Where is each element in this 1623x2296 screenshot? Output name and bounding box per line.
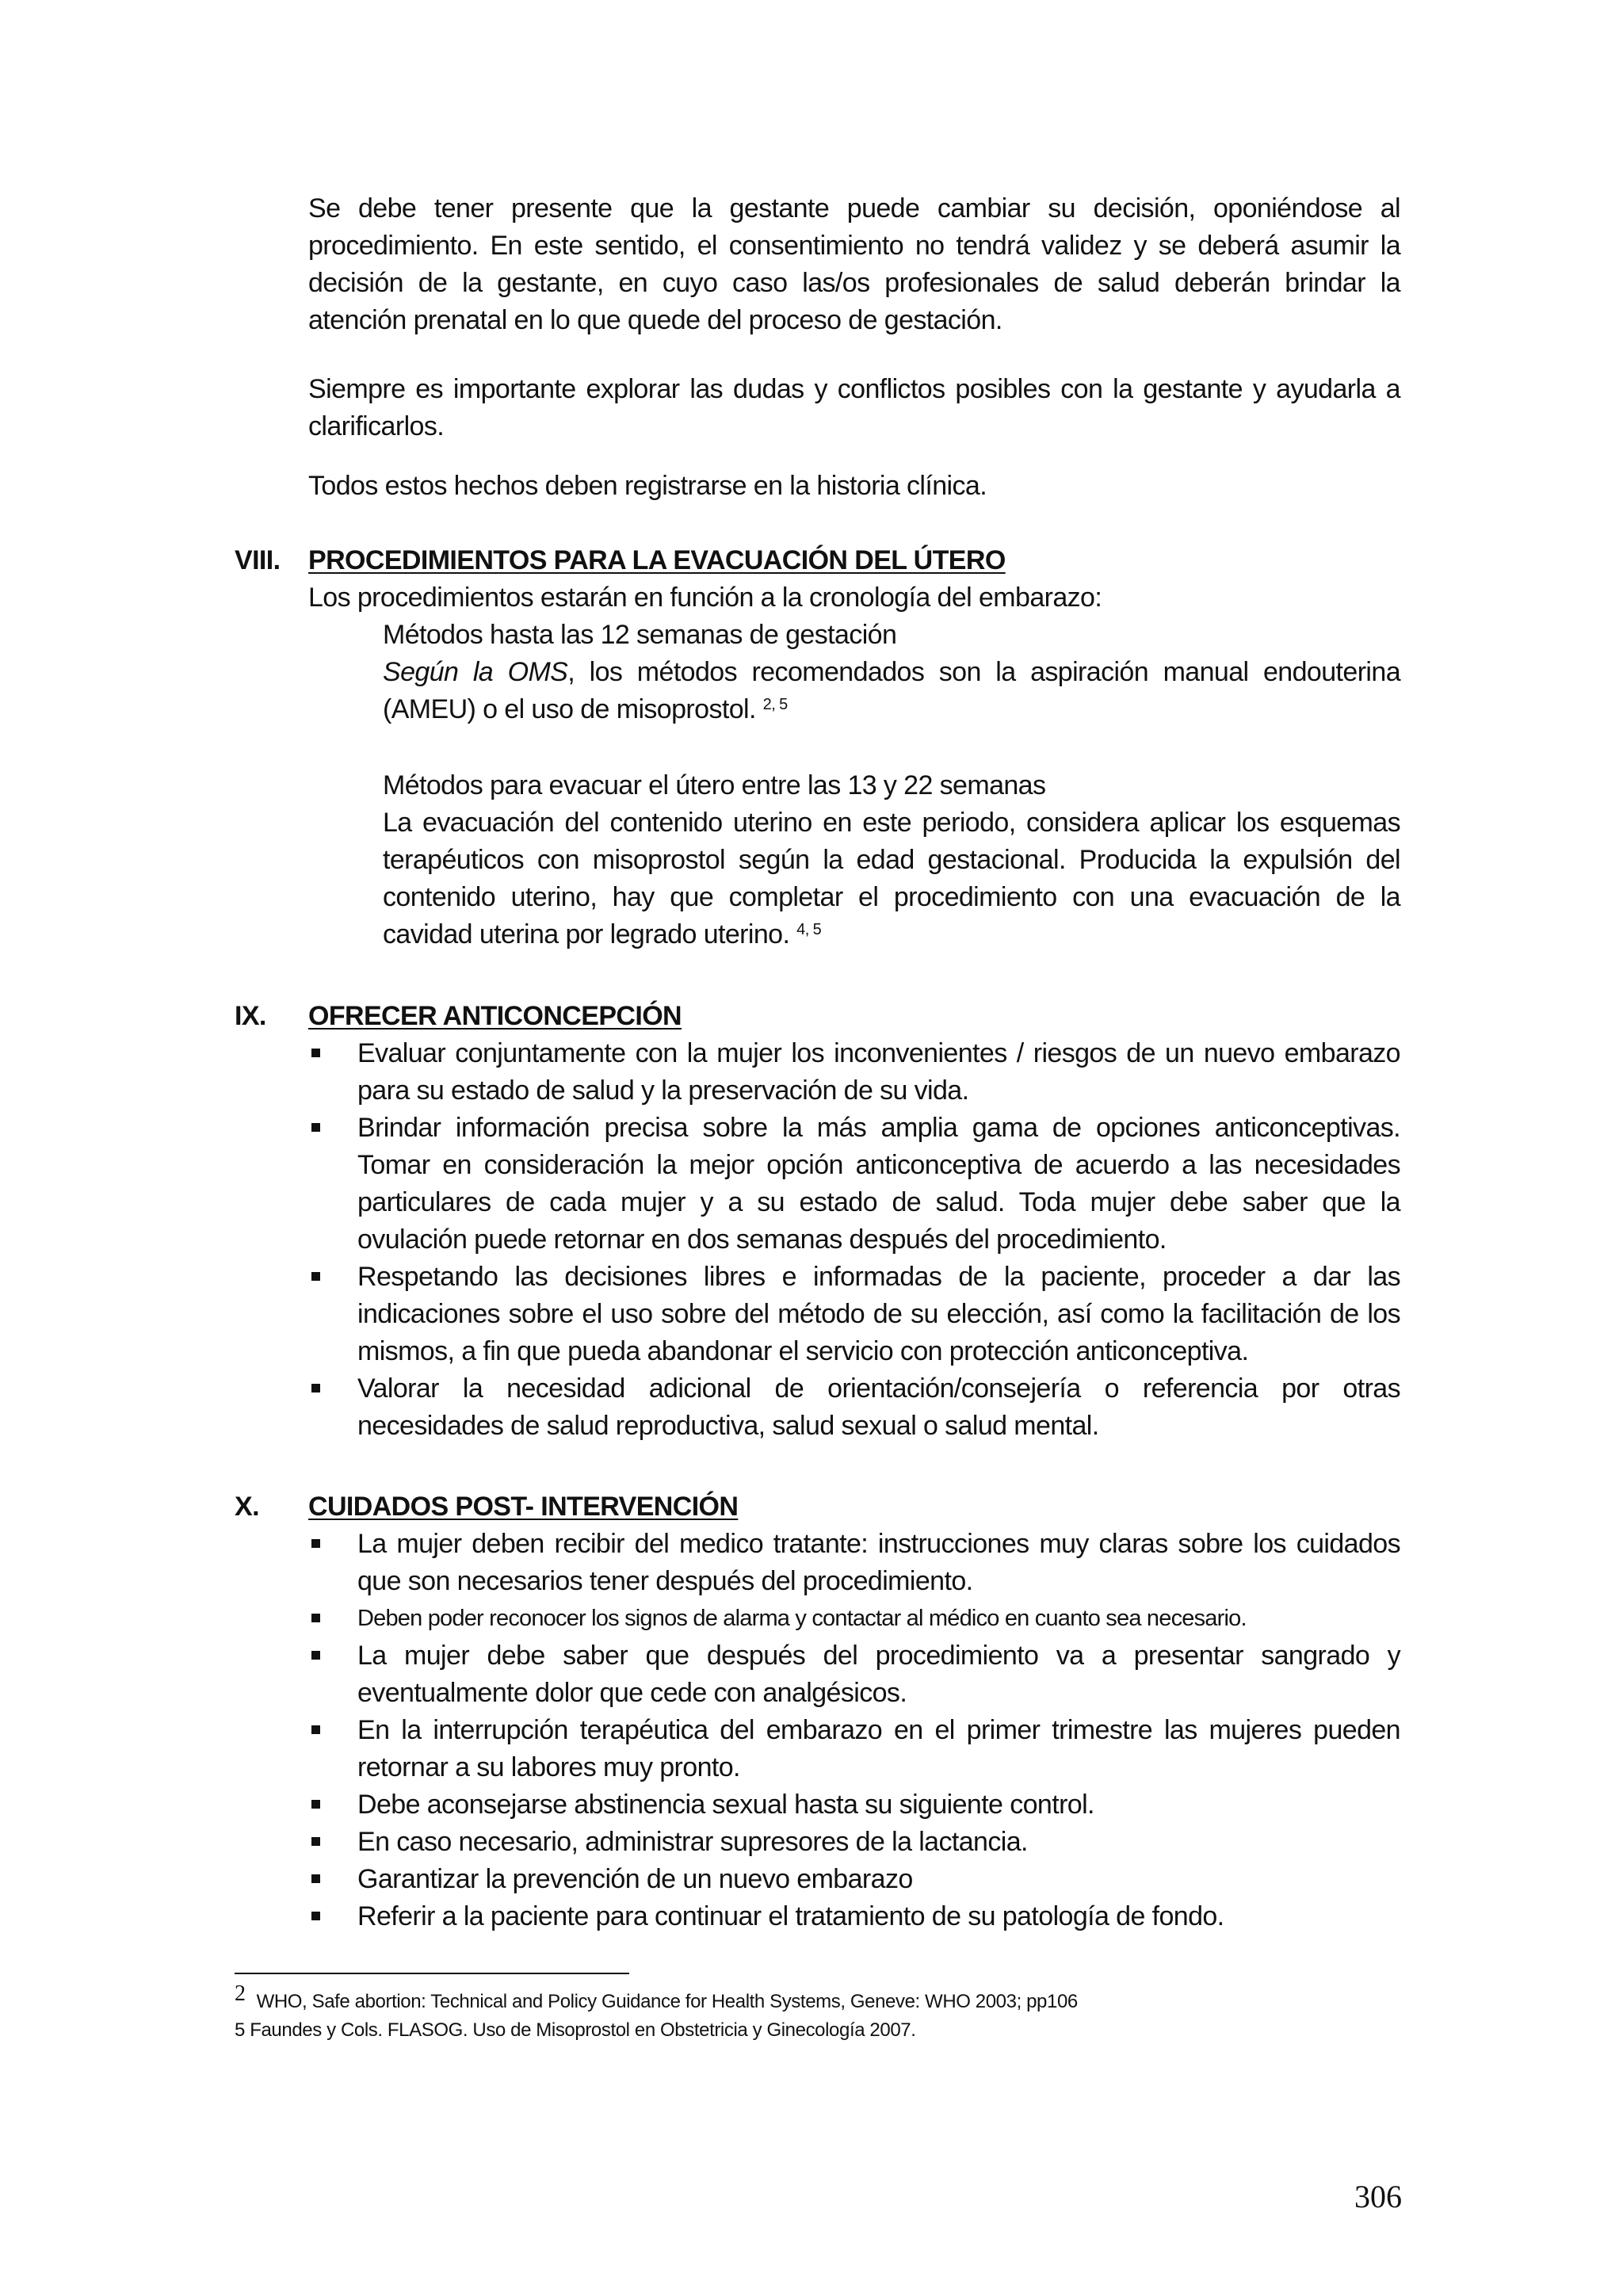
method-1-body: , los métodos recomendados son la aspiración manual endouterina (AMEU) o el uso de misoprostol. [383, 657, 1400, 724]
list-item-text: Evaluar conjuntamente con la mujer los inconvenientes / riesgos de un nuevo embarazo para su estado de salud y la preservación de su vida. [357, 1038, 1400, 1106]
list-item-text: La mujer deben recibir del medico tratante: instrucciones muy claras sobre los cuidados que son necesarios tener después del procedimiento. [357, 1529, 1400, 1596]
method-2-reference: 4, 5 [796, 921, 822, 938]
square-bullet-icon [311, 1837, 320, 1846]
method-1-text [383, 654, 1400, 728]
method-1-reference: 2, 5 [762, 696, 788, 713]
footnote-2-mark: 2 [235, 1981, 246, 2006]
list-item [308, 1712, 1400, 1786]
list-item-text: En la interrupción terapéutica del embarazo en el primer trimestre las mujeres pueden retornar a su labores muy pronto. [357, 1715, 1400, 1782]
list-item [308, 1035, 1400, 1110]
list-item [308, 1824, 1400, 1861]
list-item-text: La mujer debe saber que después del procedimiento va a presentar sangrado y eventualmente dolor que cede con analgésicos. [357, 1641, 1400, 1708]
list-item-text: Debe aconsejarse abstinencia sexual hasta su siguiente control. [357, 1790, 1094, 1820]
method-1-title: Métodos hasta las 12 semanas de gestación [383, 620, 897, 650]
footnote-separator [235, 1973, 629, 1974]
square-bullet-icon [311, 1384, 320, 1392]
section-9-list [308, 1035, 1400, 1445]
method-2-text [383, 804, 1400, 953]
section-9-number: IX. [235, 1001, 266, 1031]
section-8-title: PROCEDIMIENTOS PARA LA EVACUACIÓN DEL ÚTERO [308, 545, 1006, 575]
intro-paragraph-3 [308, 468, 1400, 505]
intro-paragraph-1 [308, 190, 1400, 339]
list-item [308, 1637, 1400, 1712]
section-8-lead [308, 579, 1400, 617]
intro-paragraph-2-text: Siempre es importante explorar las dudas y conflictos posibles con la gestante y ayudarla a clarificarlos. [308, 374, 1400, 441]
square-bullet-icon [311, 1651, 320, 1660]
square-bullet-icon [311, 1614, 320, 1622]
list-item [308, 1786, 1400, 1824]
section-8-method-1 [383, 617, 1400, 728]
square-bullet-icon [311, 1800, 320, 1809]
square-bullet-icon [311, 1874, 320, 1883]
footnote-2 [235, 1981, 1344, 2016]
list-item [308, 1526, 1400, 1600]
intro-paragraph-1-text: Se debe tener presente que la gestante puede cambiar su decisión, oponiéndose al procedimiento. En este sentido, el consentimiento no tendrá validez y se deberá asumir la decisión de la gestante, en cuyo caso las/os profesionales de salud deberán brindar la atención prenatal en lo que quede del proceso de gestación. [308, 193, 1400, 335]
intro-paragraph-2 [308, 371, 1400, 445]
list-item [308, 1898, 1400, 1935]
section-10-title: CUIDADOS POST- INTERVENCIÓN [308, 1492, 739, 1522]
section-9-title: OFRECER ANTICONCEPCIÓN [308, 1001, 682, 1031]
list-item [308, 1861, 1400, 1898]
section-8-number: VIII. [235, 545, 281, 575]
list-item [308, 1110, 1400, 1259]
list-item-text: Respetando las decisiones libres e informadas de la paciente, proceder a dar las indicaciones sobre el uso sobre del método de su elección, así como la facilitación de los mismos, a fin que pueda abandonar el servicio con protección anticonceptiva. [357, 1262, 1400, 1366]
list-item [308, 1370, 1400, 1445]
footnote-5: 5 Faundes y Cols. FLASOG. Uso de Misoprostol en Obstetricia y Ginecología 2007. [235, 2019, 916, 2041]
footnotes [235, 1981, 1344, 2045]
square-bullet-icon [311, 1272, 320, 1281]
square-bullet-icon [311, 1123, 320, 1132]
footnote-2-text: WHO, Safe abortion: Technical and Policy Guidance for Health Systems, Geneve: WHO 2003; pp106 [256, 1991, 1078, 2012]
list-item-text: Valorar la necesidad adicional de orientación/consejería o referencia por otras necesidades de salud reproductiva, salud sexual o salud mental. [357, 1373, 1400, 1441]
method-2-body: La evacuación del contenido uterino en este periodo, considera aplicar los esquemas terapéuticos con misoprostol según la edad gestacional. Producida la expulsión del contenido uterino, hay que completar el procedimiento con una evacuación de la cavidad uterina por legrado uterino. [383, 808, 1400, 949]
section-10-list [308, 1526, 1400, 1935]
section-10-number: X. [235, 1492, 259, 1522]
page-number: 306 [1354, 2179, 1402, 2214]
section-8-lead-text: Los procedimientos estarán en función a la cronología del embarazo: [308, 583, 1102, 613]
intro-paragraph-3-text: Todos estos hechos deben registrarse en la historia clínica. [308, 471, 987, 501]
list-item-text: Deben poder reconocer los signos de alarma y contactar al médico en cuanto sea necesario. [357, 1606, 1247, 1631]
list-item-text: En caso necesario, administrar supresores de la lactancia. [357, 1827, 1028, 1857]
list-item-text: Garantizar la prevención de un nuevo embarazo [357, 1864, 913, 1894]
section-8-method-2 [383, 767, 1400, 953]
list-item-text: Referir a la paciente para continuar el tratamiento de su patología de fondo. [357, 1901, 1224, 1931]
list-item [308, 1600, 1400, 1637]
method-1-italic: Según la OMS [383, 657, 568, 687]
square-bullet-icon [311, 1539, 320, 1548]
list-item [308, 1259, 1400, 1370]
square-bullet-icon [311, 1049, 320, 1057]
square-bullet-icon [311, 1725, 320, 1734]
method-2-title: Métodos para evacuar el útero entre las 13 y 22 semanas [383, 770, 1046, 800]
square-bullet-icon [311, 1912, 320, 1920]
list-item-text: Brindar información precisa sobre la más amplia gama de opciones anticonceptivas. Tomar en consideración la mejor opción anticonceptiva de acuerdo a las necesidades particulares de cada mujer y a su estado de salud. Toda mujer debe saber que la ovulación puede retornar en dos semanas después del procedimiento. [357, 1113, 1400, 1255]
